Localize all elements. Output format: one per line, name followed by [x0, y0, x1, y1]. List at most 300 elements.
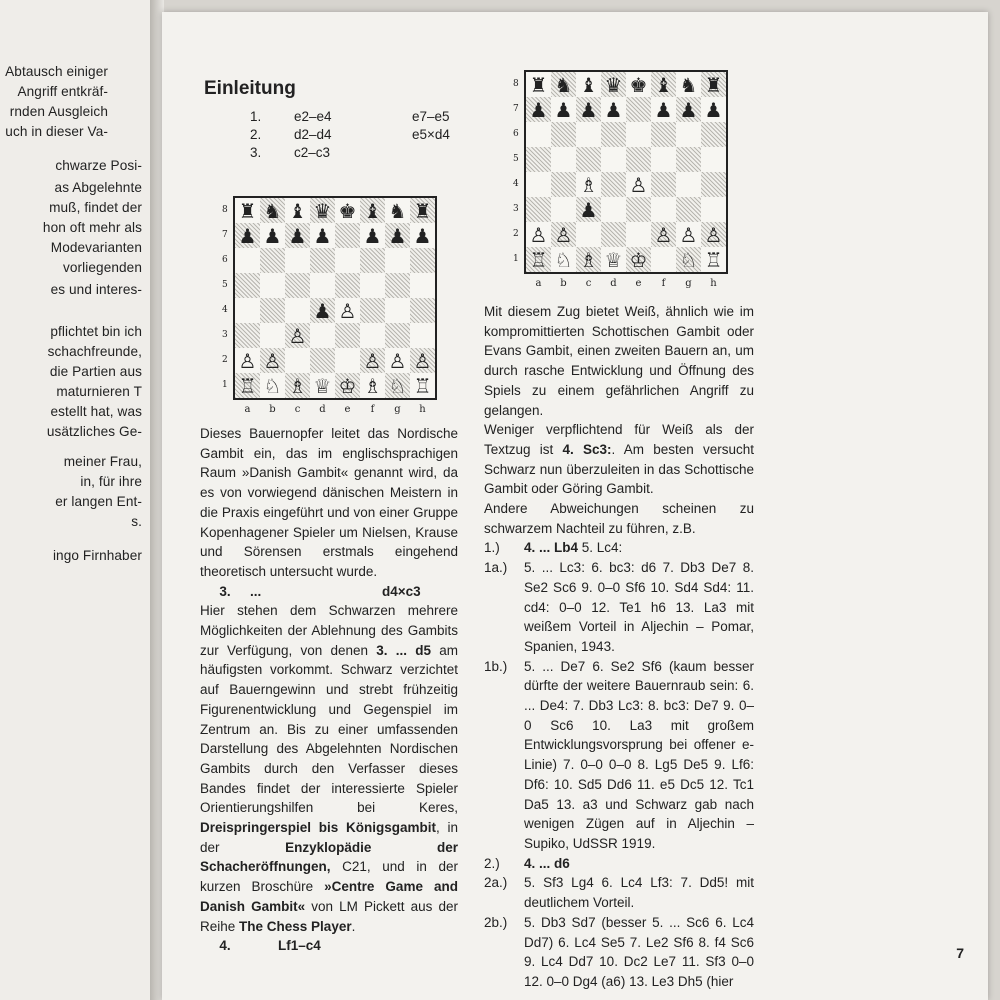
text-line: s. — [131, 514, 142, 529]
white-knight-icon: ♘ — [554, 247, 573, 272]
rank-label: 6 — [222, 255, 228, 265]
move-number: 2. — [250, 127, 262, 142]
board-square — [235, 223, 260, 248]
board-square — [626, 197, 651, 222]
board-square — [235, 348, 260, 373]
board-square — [651, 122, 676, 147]
board-square — [260, 248, 285, 273]
left-column-text — [200, 424, 458, 956]
white-pawn-icon: ♙ — [338, 298, 357, 323]
board-square — [551, 222, 576, 247]
white-pawn-icon: ♙ — [554, 222, 573, 247]
board-square — [526, 72, 551, 97]
bold-text: 3. ... d5 — [376, 642, 431, 658]
white-king-icon: ♔ — [338, 373, 357, 398]
board-square — [651, 72, 676, 97]
black-king-icon: ♚ — [629, 72, 648, 97]
file-label: c — [294, 404, 301, 415]
white-move: Lf1–c4 — [278, 938, 321, 954]
text-line: ingo Firnhaber — [52, 548, 142, 563]
black-rook-icon: ♜ — [238, 198, 257, 223]
white-pawn-icon: ♙ — [388, 348, 407, 373]
paragraph: Andere Abweichungen scheinen zu schwarzem Nachteil zu führen, z.B. — [484, 501, 754, 536]
black-pawn-icon: ♟ — [388, 223, 407, 248]
chess-board — [233, 196, 437, 400]
file-label: g — [685, 278, 692, 289]
text-line: die Partien aus — [49, 364, 142, 379]
variation-item — [484, 913, 754, 992]
board-square — [601, 97, 626, 122]
board-square — [551, 72, 576, 97]
right-column-text — [484, 302, 754, 992]
white-pawn-icon: ♙ — [288, 323, 307, 348]
variation-item — [484, 538, 754, 558]
board-square — [701, 197, 726, 222]
board-square — [410, 348, 435, 373]
file-label: a — [244, 404, 251, 415]
move-number: 3. — [250, 145, 262, 160]
board-square — [576, 247, 601, 272]
black-move: e7–e5 — [412, 109, 450, 124]
board-square — [235, 248, 260, 273]
board-square — [626, 147, 651, 172]
variation-text — [524, 913, 754, 992]
board-square — [385, 373, 410, 398]
board-square — [576, 172, 601, 197]
white-rook-icon: ♖ — [238, 373, 257, 398]
board-square — [651, 247, 676, 272]
black-rook-icon: ♜ — [413, 198, 432, 223]
file-label: c — [585, 278, 592, 289]
text-run: 5. Db3 Sd7 (besser 5. ... Sc6 6. Lc4 Dd7) 6. Lc4 Se5 7. Le2 Sf6 8. f4 Sc6 9. Lc4 Dd7 10. Dc2 Le7 11. Sf3 0–0 12. 0–0 Dg4 (a6) 13. Le3 Dh5 (hier — [524, 914, 754, 989]
board-square — [335, 373, 360, 398]
white-bishop-icon: ♗ — [363, 373, 382, 398]
board-square — [526, 122, 551, 147]
board-square — [235, 298, 260, 323]
white-bishop-icon: ♗ — [579, 172, 598, 197]
paragraph — [484, 420, 754, 499]
rank-label: 4 — [222, 305, 228, 315]
board-square — [651, 222, 676, 247]
text-run: Weniger verpflichtend für Weiß als der Textzug ist — [484, 422, 754, 457]
file-label: h — [710, 278, 717, 289]
board-square — [576, 222, 601, 247]
white-king-icon: ♔ — [629, 247, 648, 272]
move-row — [250, 108, 450, 126]
text-line: es und interes- — [50, 282, 142, 297]
black-knight-icon: ♞ — [263, 198, 282, 223]
board-square — [651, 197, 676, 222]
text-run: von LM Pickett aus der Reihe — [200, 898, 458, 934]
black-pawn-icon: ♟ — [263, 223, 282, 248]
variation-label: 1a.) — [484, 560, 508, 576]
board-square — [385, 248, 410, 273]
white-pawn-icon: ♙ — [413, 348, 432, 373]
text-line: maturnieren T — [56, 384, 142, 399]
rank-label: 7 — [222, 230, 228, 240]
rank-label: 4 — [513, 179, 519, 189]
black-pawn-icon: ♟ — [413, 223, 432, 248]
black-pawn-icon: ♟ — [288, 223, 307, 248]
board-square — [576, 72, 601, 97]
bold-text: Enzyklopädie der Schacheröffnungen, — [200, 839, 458, 875]
board-square — [551, 247, 576, 272]
board-square — [385, 348, 410, 373]
white-knight-icon: ♘ — [679, 247, 698, 272]
rank-label: 8 — [222, 205, 228, 215]
chess-diagram-1 — [222, 196, 437, 415]
text-run: Hier stehen dem Schwarzen mehrere Möglichkeiten der Ablehnung des Gambits zur Verfügung, von denen — [200, 603, 458, 658]
black-bishop-icon: ♝ — [288, 198, 307, 223]
black-pawn-icon: ♟ — [679, 97, 698, 122]
black-pawn-icon: ♟ — [313, 298, 332, 323]
board-square — [235, 273, 260, 298]
white-pawn-icon: ♙ — [263, 348, 282, 373]
file-label: a — [535, 278, 542, 289]
rank-label: 5 — [513, 154, 519, 164]
black-king-icon: ♚ — [338, 198, 357, 223]
text-run: am häufigsten vorkommt. Schwarz verzichtet auf Bauerngewinn und strebt frühzeitig Figurenentwicklung und Gegenspiel im Zentrum an. Bis zu einer umfassenden Darstellung des Abgelehnten Nordischen Gambits durch den Verfasser dieses Bandes findet der interessierte Spieler Orientierungshilfen bei Keres, — [200, 642, 458, 816]
board-square — [410, 248, 435, 273]
variation-label: 2b.) — [484, 914, 508, 930]
variation-text — [524, 854, 754, 874]
rank-label: 3 — [222, 330, 228, 340]
variation-item — [484, 558, 754, 657]
text-run: 5. ... Lc3: 6. bc3: d6 7. Db3 De7 8. Se2 Sc6 9. 0–0 Sf6 10. Sd4 Sd4: 11. cd4: 0–0 12. Te1 h6 13. La3 mit weißem Vorteil in Aljechin – Pomar, Spanien, 1943. — [524, 560, 754, 654]
board-square — [260, 298, 285, 323]
black-pawn-icon: ♟ — [579, 97, 598, 122]
file-label: b — [269, 404, 276, 415]
variation-label: 1b.) — [484, 658, 508, 674]
board-square — [651, 172, 676, 197]
board-square — [310, 298, 335, 323]
file-label: b — [560, 278, 567, 289]
board-square — [410, 223, 435, 248]
file-labels — [526, 278, 728, 289]
bold-text: 4. Sc3: — [562, 441, 612, 457]
file-label: f — [370, 404, 375, 415]
white-pawn-icon: ♙ — [704, 222, 723, 247]
board-square — [360, 298, 385, 323]
variation-text — [524, 657, 754, 854]
board-square — [701, 147, 726, 172]
paragraph — [200, 601, 458, 936]
white-move: e2–e4 — [294, 109, 332, 124]
board-square — [526, 97, 551, 122]
board-square — [410, 323, 435, 348]
black-queen-icon: ♛ — [604, 72, 623, 97]
black-pawn-icon: ♟ — [529, 97, 548, 122]
board-square — [335, 223, 360, 248]
black-pawn-icon: ♟ — [554, 97, 573, 122]
text-line: pflichtet bin ich — [50, 324, 142, 339]
text-line: chwarze Posi- — [55, 158, 142, 173]
text-line: muß, findet der — [49, 200, 142, 215]
board-square — [310, 198, 335, 223]
rank-label: 1 — [222, 380, 228, 390]
move-number: 3. — [219, 583, 231, 599]
board-square — [310, 373, 335, 398]
board-square — [360, 373, 385, 398]
move-line — [200, 936, 458, 956]
board-square — [526, 172, 551, 197]
board-square — [360, 273, 385, 298]
board-square — [360, 223, 385, 248]
board-square — [551, 197, 576, 222]
black-pawn-icon: ♟ — [654, 97, 673, 122]
board-square — [601, 247, 626, 272]
white-pawn-icon: ♙ — [363, 348, 382, 373]
white-knight-icon: ♘ — [388, 373, 407, 398]
board-square — [260, 348, 285, 373]
board-square — [335, 348, 360, 373]
board-square — [285, 223, 310, 248]
variation-item — [484, 854, 754, 874]
board-square — [676, 247, 701, 272]
board-square — [310, 323, 335, 348]
black-bishop-icon: ♝ — [363, 198, 382, 223]
file-label: d — [319, 404, 326, 415]
black-bishop-icon: ♝ — [579, 72, 598, 97]
board-square — [676, 122, 701, 147]
chess-board — [524, 70, 728, 274]
white-pawn-icon: ♙ — [679, 222, 698, 247]
move-number: 4. — [219, 938, 231, 954]
board-square — [410, 273, 435, 298]
black-bishop-icon: ♝ — [654, 72, 673, 97]
black-move: d4×c3 — [382, 583, 421, 599]
file-label: d — [610, 278, 617, 289]
variation-label: 2.) — [484, 855, 500, 871]
file-label: h — [419, 404, 426, 415]
board-square — [626, 122, 651, 147]
bold-text: 4. ... Lb4 — [524, 540, 579, 556]
board-square — [576, 197, 601, 222]
page-number: 7 — [956, 945, 964, 961]
board-square — [676, 147, 701, 172]
text-line: as Abgelehnte — [54, 180, 142, 195]
board-square — [701, 122, 726, 147]
board-square — [260, 223, 285, 248]
board-square — [601, 197, 626, 222]
text-run: 5. Lc4: — [578, 540, 623, 556]
board-square — [601, 172, 626, 197]
board-square — [601, 72, 626, 97]
white-move: c2–c3 — [294, 145, 331, 160]
board-square — [410, 298, 435, 323]
black-pawn-icon: ♟ — [313, 223, 332, 248]
white-queen-icon: ♕ — [313, 373, 332, 398]
variation-text — [524, 538, 754, 558]
board-square — [626, 222, 651, 247]
text-line: schachfreunde, — [47, 344, 142, 359]
black-pawn-icon: ♟ — [579, 197, 598, 222]
black-rook-icon: ♜ — [529, 72, 548, 97]
board-square — [526, 222, 551, 247]
board-square — [385, 323, 410, 348]
white-rook-icon: ♖ — [413, 373, 432, 398]
rank-label: 2 — [222, 355, 228, 365]
black-knight-icon: ♞ — [388, 198, 407, 223]
board-square — [576, 97, 601, 122]
variation-label: 1.) — [484, 540, 500, 556]
board-square — [601, 222, 626, 247]
text-line: usätzliches Ge- — [46, 424, 142, 439]
file-labels — [235, 404, 437, 415]
black-knight-icon: ♞ — [679, 72, 698, 97]
text-line: in, für ihre — [80, 474, 142, 489]
board-square — [385, 223, 410, 248]
board-square — [360, 323, 385, 348]
text-run: 5. ... De7 6. Se2 Sf6 (kaum besser dürfte der weitere Bauernraub sein: 6. ... De4: 7. Db3 Lc3: 8. bc3: De7 9. 0–0 Sc6 10. La3 mit großem Entwicklungsvorsprung bei offener e-Linie) 7. 0–0 0–0 8. Lg5 De5 9. Lf6: Df6: 10. Sd5 Dd6 11. e5 Dc5 12. Tc1 Da5 13. a3 und Schwarz gab nach wenigen Zügen auf in Aljechin – Supiko, UdSSR 1919. — [524, 658, 754, 851]
board-square — [310, 248, 335, 273]
board-square — [235, 198, 260, 223]
board-square — [676, 172, 701, 197]
board-square — [235, 373, 260, 398]
rank-label: 8 — [513, 79, 519, 89]
section-heading: Einleitung — [204, 78, 296, 99]
bold-text: Dreispringerspiel bis Königsgambit — [200, 820, 437, 836]
board-square — [285, 323, 310, 348]
board-square — [260, 198, 285, 223]
board-square — [410, 373, 435, 398]
text-line: vorliegenden — [62, 260, 142, 275]
board-square — [285, 273, 310, 298]
board-square — [551, 97, 576, 122]
rank-label: 6 — [513, 129, 519, 139]
board-square — [626, 247, 651, 272]
white-rook-icon: ♖ — [704, 247, 723, 272]
board-square — [551, 172, 576, 197]
board-square — [601, 122, 626, 147]
variation-list — [484, 538, 754, 991]
board-square — [310, 348, 335, 373]
move-line — [200, 582, 458, 602]
text-line: Abtausch einiger — [5, 64, 108, 79]
white-pawn-icon: ♙ — [629, 172, 648, 197]
rank-label: 5 — [222, 280, 228, 290]
board-square — [576, 122, 601, 147]
board-square — [285, 348, 310, 373]
board-square — [285, 373, 310, 398]
board-square — [335, 198, 360, 223]
board-square — [701, 172, 726, 197]
opening-moves — [250, 108, 450, 162]
board-square — [551, 147, 576, 172]
board-square — [676, 222, 701, 247]
text-line: hon oft mehr als — [42, 220, 142, 235]
white-bishop-icon: ♗ — [579, 247, 598, 272]
board-square — [310, 223, 335, 248]
paragraph: Dieses Bauernopfer leitet das Nordische Gambit ein, das im englischsprachigen Raum »Danish Gambit« genannt wird, da es von vorwiegend dänischen Meistern in die Praxis eingeführt und von einer Gruppe Kopenhagener Spieler um Nielsen, Krause und Sörensen erstmals eingehend theoretisch untersucht wurde. — [200, 426, 458, 579]
black-queen-icon: ♛ — [313, 198, 332, 223]
board-square — [385, 198, 410, 223]
book-page — [162, 12, 988, 1000]
board-square — [385, 298, 410, 323]
text-run: C21, und in der kurzen Broschüre — [200, 859, 458, 895]
move-number: 1. — [250, 109, 262, 124]
black-pawn-icon: ♟ — [363, 223, 382, 248]
chess-diagram-2 — [513, 70, 728, 289]
board-square — [335, 298, 360, 323]
bold-text: 4. ... d6 — [524, 855, 570, 871]
board-square — [285, 198, 310, 223]
rank-label: 1 — [513, 254, 519, 264]
text-line: Modevarianten — [50, 240, 142, 255]
text-line: estellt hat, was — [50, 404, 142, 419]
board-square — [626, 172, 651, 197]
file-label: e — [344, 404, 351, 415]
text-line: meiner Frau, — [63, 454, 142, 469]
rank-label: 2 — [513, 229, 519, 239]
black-pawn-icon: ♟ — [604, 97, 623, 122]
board-square — [235, 323, 260, 348]
board-square — [526, 147, 551, 172]
paragraph: Mit diesem Zug bietet Weiß, ähnlich wie im kompromittierten Schottischen Gambit oder Evans Gambit, einen zweiten Bauern an, um durch rasche Entwicklung und Öffnung des Spiels zu einem gefährlichen Angriff zu gelangen. — [484, 304, 754, 418]
file-label: e — [635, 278, 642, 289]
bold-text: »Centre Game and Danish Gambit« — [200, 879, 458, 914]
white-bishop-icon: ♗ — [288, 373, 307, 398]
text-line: er langen Ent- — [55, 494, 142, 509]
text-line: Angriff entkräf- — [17, 84, 108, 99]
board-square — [701, 72, 726, 97]
board-square — [576, 147, 601, 172]
board-square — [335, 273, 360, 298]
previous-page — [0, 0, 152, 1000]
file-label: g — [394, 404, 401, 415]
variation-text — [524, 873, 754, 912]
variation-item — [484, 873, 754, 912]
board-square — [335, 248, 360, 273]
board-square — [651, 97, 676, 122]
text-run: . — [351, 918, 356, 934]
file-label: f — [661, 278, 666, 289]
text-run: . Am besten versucht Schwarz nun überzuleiten in das Schottische Gambit oder Göring Gambit. — [484, 441, 755, 497]
white-knight-icon: ♘ — [263, 373, 282, 398]
variation-label: 2a.) — [484, 875, 508, 891]
board-square — [526, 247, 551, 272]
board-square — [601, 147, 626, 172]
board-square — [335, 323, 360, 348]
variation-text — [524, 558, 754, 657]
board-square — [260, 323, 285, 348]
board-square — [526, 197, 551, 222]
white-pawn-icon: ♙ — [529, 222, 548, 247]
black-pawn-icon: ♟ — [704, 97, 723, 122]
board-square — [701, 247, 726, 272]
board-square — [360, 348, 385, 373]
board-square — [676, 72, 701, 97]
bold-text: The Chess Player — [239, 918, 352, 934]
text-run: 5. Sf3 Lg4 6. Lc4 Lf3: 7. Dd5! mit deutlichem Vorteil. — [524, 875, 754, 911]
board-square — [551, 122, 576, 147]
rank-labels — [513, 72, 519, 272]
black-rook-icon: ♜ — [704, 72, 723, 97]
rank-labels — [222, 198, 228, 398]
white-pawn-icon: ♙ — [238, 348, 257, 373]
move-row — [250, 144, 450, 162]
white-move: d2–d4 — [294, 127, 332, 142]
move-row — [250, 126, 450, 144]
board-square — [385, 273, 410, 298]
black-move: e5×d4 — [412, 127, 450, 142]
board-square — [676, 97, 701, 122]
board-square — [285, 298, 310, 323]
board-square — [310, 273, 335, 298]
white-queen-icon: ♕ — [604, 247, 623, 272]
board-square — [285, 248, 310, 273]
board-square — [701, 97, 726, 122]
